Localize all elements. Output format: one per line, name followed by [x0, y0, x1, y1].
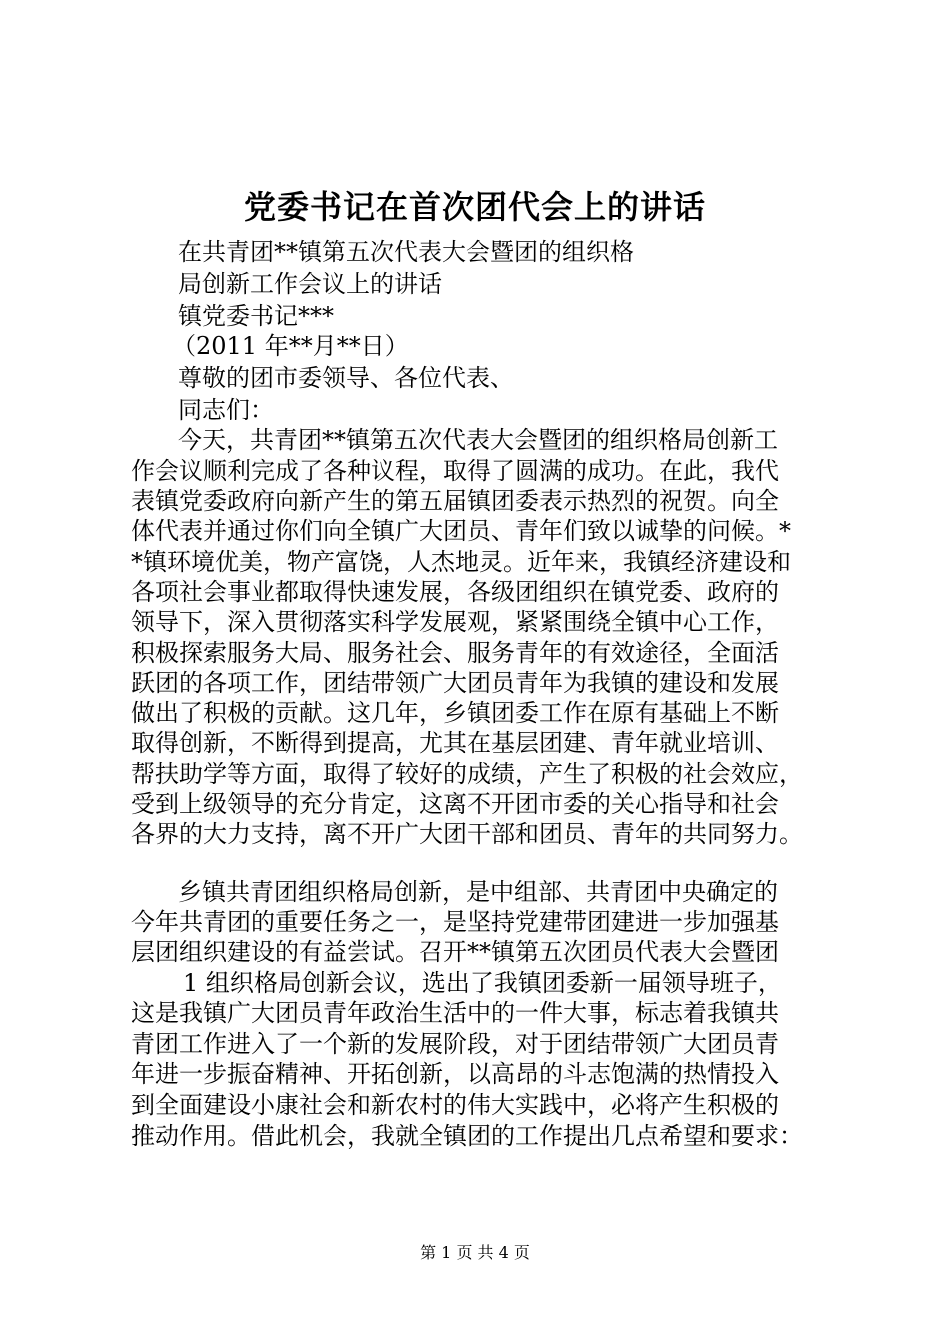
paragraph-line: 乡镇共青团组织格局创新，是中组部、共青团中央确定的: [178, 878, 778, 906]
paragraph-line: 到全面建设小康社会和新农村的伟大实践中，必将产生积极的: [131, 1091, 779, 1119]
header-line: 镇党委书记***: [178, 302, 334, 330]
paragraph-line: 跃团的各项工作，团结带领广大团员青年为我镇的建设和发展: [131, 669, 779, 697]
page-number-footer: 第 1 页 共 4 页: [420, 1243, 530, 1262]
paragraph-line: 这是我镇广大团员青年政治生活中的一件大事，标志着我镇共: [131, 999, 779, 1027]
paragraph-line: 受到上级领导的充分肯定，这离不开团市委的关心指导和社会: [131, 790, 779, 818]
document-title: 党委书记在首次团代会上的讲话: [243, 188, 706, 226]
paragraph-line: 做出了积极的贡献。这几年，乡镇团委工作在原有基础上不断: [131, 699, 779, 727]
salutation-line: 同志们：: [178, 396, 274, 424]
header-line: 局创新工作会议上的讲话: [178, 270, 442, 298]
header-line: 在共青团**镇第五次代表大会暨团的组织格: [178, 238, 634, 266]
paragraph-line: 层团组织建设的有益尝试。召开**镇第五次团员代表大会暨团: [131, 938, 779, 966]
paragraph-line: *镇环境优美，物产富饶，人杰地灵。近年来，我镇经济建设和: [131, 548, 791, 576]
paragraph-line: 1 组织格局创新会议，选出了我镇团委新一届领导班子，: [183, 969, 782, 997]
paragraph-line: 体代表并通过你们向全镇广大团员、青年们致以诚挚的问候。*: [131, 517, 791, 545]
paragraph-line: 各界的大力支持，离不开广大团干部和团员、青年的共同努力。: [131, 820, 803, 848]
paragraph-line: 积极探索服务大局、服务社会、服务青年的有效途径，全面活: [131, 639, 779, 667]
paragraph-line: 年进一步振奋精神、开拓创新，以高昂的斗志饱满的热情投入: [131, 1060, 779, 1088]
paragraph-line: 各项社会事业都取得快速发展，各级团组织在镇党委、政府的: [131, 578, 779, 606]
paragraph-line: 领导下，深入贯彻落实科学发展观，紧紧围绕全镇中心工作，: [131, 608, 779, 636]
paragraph-line: 表镇党委政府向新产生的第五届镇团委表示热烈的祝贺。向全: [131, 487, 779, 515]
paragraph-line: 取得创新，不断得到提高，尤其在基层团建、青年就业培训、: [131, 729, 779, 757]
paragraph-line: 推动作用。借此机会，我就全镇团的工作提出几点希望和要求：: [131, 1122, 803, 1150]
header-line: （2011 年**月**日）: [172, 332, 409, 360]
salutation-line: 尊敬的团市委领导、各位代表、: [178, 364, 514, 392]
paragraph-line: 帮扶助学等方面，取得了较好的成绩，产生了积极的社会效应，: [131, 760, 803, 788]
paragraph-line: 青团工作进入了一个新的发展阶段，对于团结带领广大团员青: [131, 1030, 779, 1058]
paragraph-line: 今年共青团的重要任务之一，是坚持党建带团建进一步加强基: [131, 908, 779, 936]
paragraph-line: 作会议顺利完成了各种议程，取得了圆满的成功。在此，我代: [131, 457, 779, 485]
paragraph-line: 今天，共青团**镇第五次代表大会暨团的组织格局创新工: [178, 426, 778, 454]
